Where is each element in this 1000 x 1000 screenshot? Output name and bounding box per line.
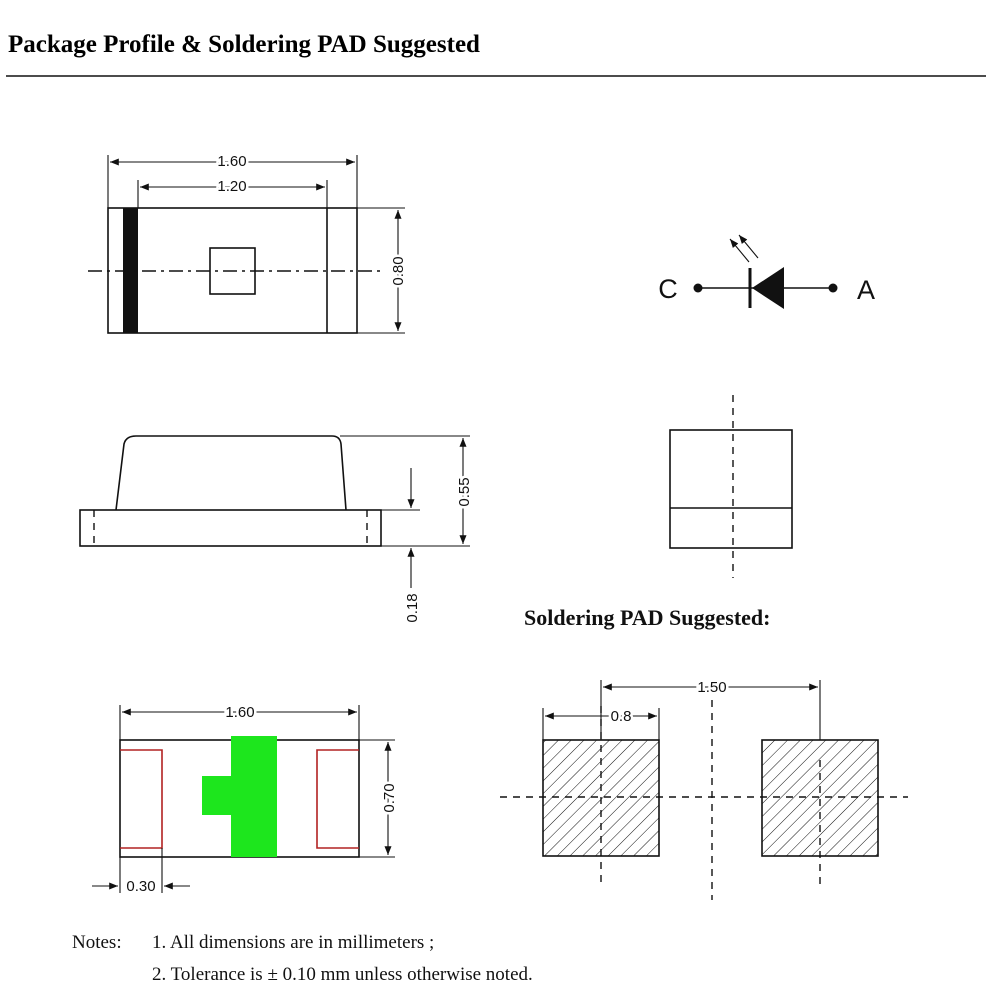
- dim-bottom-width: 0.70: [381, 783, 398, 813]
- dim-pad-width: 0.8: [610, 708, 632, 725]
- page-title: Package Profile & Soldering PAD Suggested: [8, 31, 480, 58]
- notes: [72, 932, 533, 985]
- soldering-pads: [500, 679, 908, 900]
- polarity-mark: [202, 736, 277, 857]
- anode-terminal: [829, 284, 838, 293]
- cathode-label: C: [658, 274, 678, 304]
- side-view: [80, 436, 473, 623]
- dim-height: 0.55: [456, 477, 473, 507]
- dim-width: 0.80: [390, 256, 407, 286]
- pad-section-heading: Soldering PAD Suggested:: [524, 605, 771, 630]
- pad-outline-right: [317, 750, 359, 848]
- lens-dome: [116, 436, 346, 510]
- light-arrow-icon: [730, 239, 749, 262]
- package-end: [670, 430, 792, 548]
- note-item: 2. Tolerance is ± 0.10 mm unless otherwise noted.: [152, 964, 533, 985]
- dim-total-length: 1.60: [217, 153, 247, 170]
- pad-outline-left: [120, 750, 162, 848]
- top-view: [88, 153, 407, 333]
- dim-bottom-length: 1.60: [225, 704, 255, 721]
- package-base-side: [80, 510, 381, 546]
- dim-inner-length: 1.20: [217, 178, 247, 195]
- dim-pad-pitch: 1.50: [697, 679, 727, 696]
- led-symbol: [658, 235, 875, 309]
- anode-label: A: [856, 275, 876, 305]
- bottom-view: [92, 704, 398, 895]
- diode-triangle: [752, 267, 784, 309]
- dim-base-height: 0.18: [404, 593, 421, 623]
- light-arrow-icon: [739, 235, 758, 258]
- note-item: 1. All dimensions are in millimeters ;: [152, 932, 435, 953]
- end-view: [670, 395, 792, 578]
- notes-label: Notes:: [72, 932, 122, 953]
- dim-pad-length: 0.30: [126, 878, 156, 895]
